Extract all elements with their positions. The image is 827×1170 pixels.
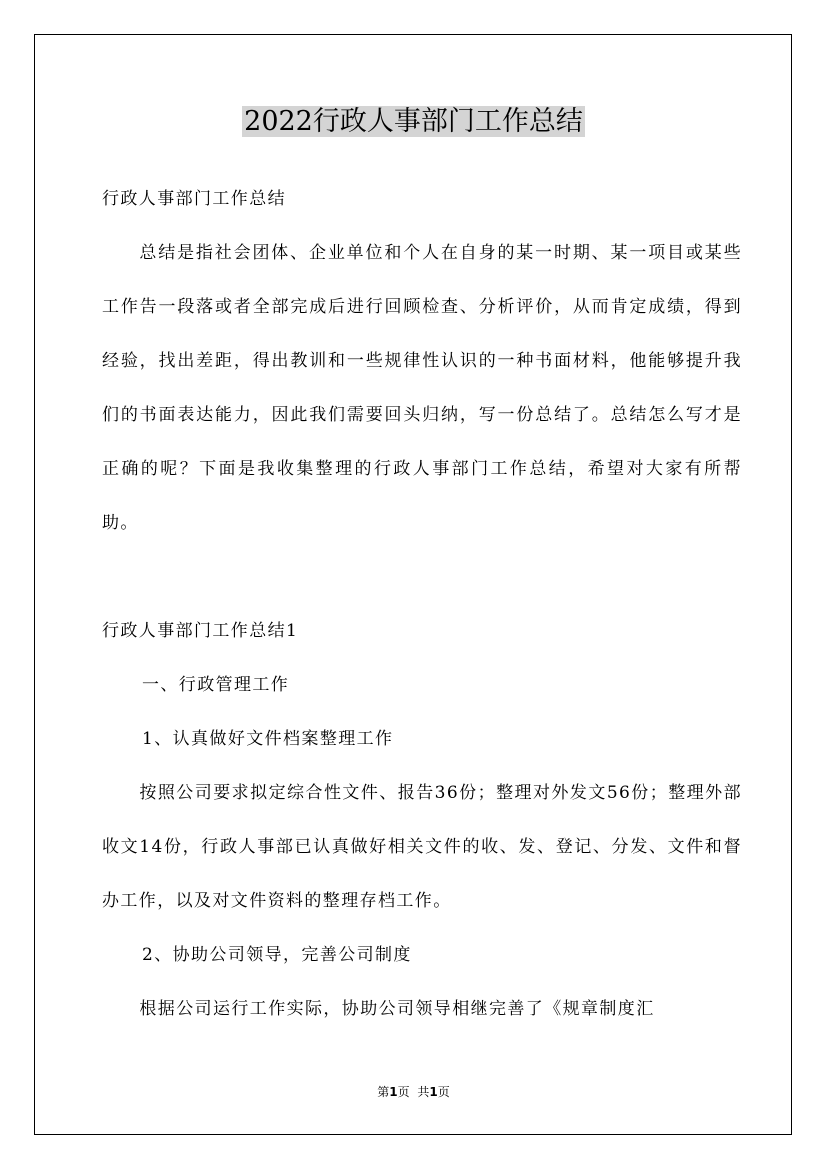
page-label-suffix: 页 xyxy=(397,1085,410,1099)
blank-line xyxy=(102,550,742,604)
document-title xyxy=(0,104,827,140)
heading-administration: 一、行政管理工作 xyxy=(142,675,290,695)
total-pages: 1 xyxy=(429,1085,438,1099)
paragraph-assist-leaders: 根据公司运行工作实际，协助公司领导相继完善了《规章制度汇 xyxy=(139,999,655,1019)
section-title: 行政人事部门工作总结1 xyxy=(102,621,299,641)
page-footer xyxy=(0,1083,827,1100)
total-label-suffix: 页 xyxy=(437,1085,450,1099)
document-subtitle: 行政人事部门工作总结 xyxy=(102,189,286,209)
subheading-assist-leaders: 2、协助公司领导，完善公司制度 xyxy=(142,945,412,965)
page-number: 1 xyxy=(389,1085,398,1099)
subheading-file-archive: 1、认真做好文件档案整理工作 xyxy=(142,729,394,749)
document-body xyxy=(102,172,742,1036)
paragraph-file-archive: 按照公司要求拟定综合性文件、报告36份；整理对外发文56份；整理外部收文14份，行政人事部已认真做好相关文件的收、发、登记、分发、文件和督办工作，以及对文件资料的整理存档工作。 xyxy=(102,783,742,911)
document-title-text: 2022行政人事部门工作总结 xyxy=(244,106,583,137)
total-label-prefix: 共 xyxy=(417,1085,430,1099)
intro-paragraph: 总结是指社会团体、企业单位和个人在自身的某一时期、某一项目或某些工作告一段落或者全部完成后进行回顾检查、分析评价，从而肯定成绩，得到经验，找出差距，得出教训和一些规律性认识的一种书面材料，他能够提升我们的书面表达能力，因此我们需要回头归纳，写一份总结了。总结怎么写才是正确的呢？下面是我收集整理的行政人事部门工作总结，希望对大家有所帮助。 xyxy=(102,243,742,533)
page-label-prefix: 第 xyxy=(377,1085,390,1099)
